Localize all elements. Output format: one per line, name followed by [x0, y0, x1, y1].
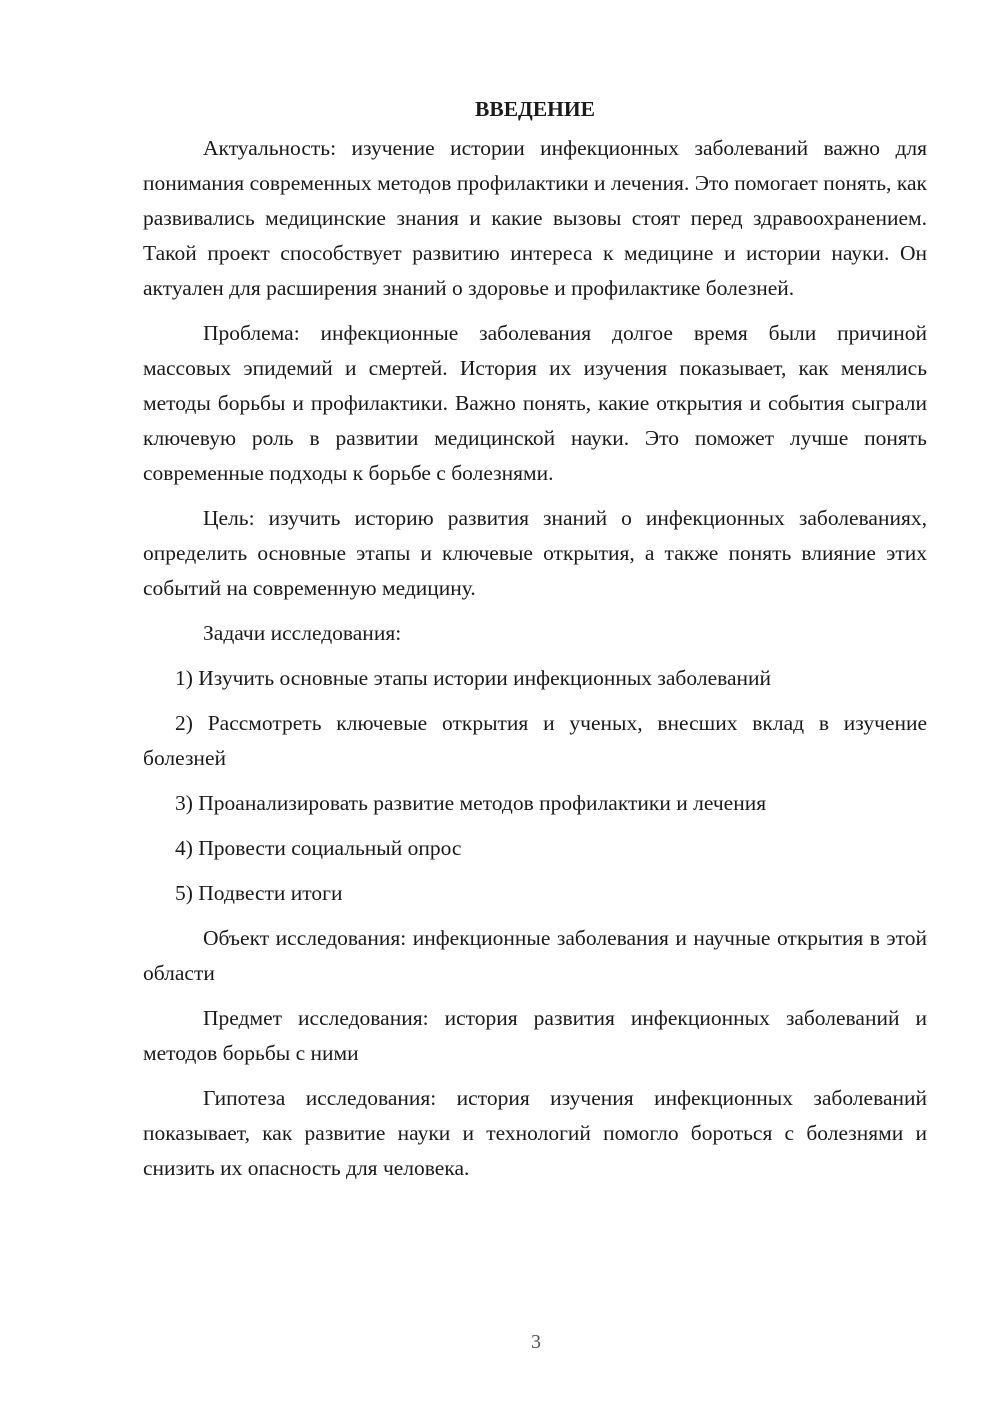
section-title: ВВЕДЕНИЕ	[475, 97, 595, 121]
hypothesis-paragraph: Гипотеза исследования: история изучения инфекционных заболеваний показывает, как развитие науки и технологий помогло бороться с болезнями и снизить их опасность для человека.	[143, 1086, 927, 1180]
relevance-paragraph: Актуальность: изучение истории инфекционных заболеваний важно для понимания современных методов профилактики и лечения. Это помогает понять, как развивались медицинские знания и какие вызовы стоят перед здравоохранением. Такой проект способствует развитию интереса к медицине и истории науки. Он актуален для расширения знаний о здоровье и профилактике болезней.	[143, 136, 927, 300]
task-item-4: 4) Провести социальный опрос	[175, 836, 462, 860]
task-item-5: 5) Подвести итоги	[175, 881, 343, 905]
task-item-3: 3) Проанализировать развитие методов профилактики и лечения	[175, 791, 767, 815]
page-content	[143, 92, 927, 1186]
goal-paragraph: Цель: изучить историю развития знаний о инфекционных заболеваниях, определить основные этапы и ключевые открытия, а также понять влияние этих событий на современную медицину.	[143, 506, 927, 600]
object-paragraph: Объект исследования: инфекционные заболевания и научные открытия в этой области	[143, 926, 927, 985]
subject-paragraph: Предмет исследования: история развития инфекционных заболеваний и методов борьбы с ними	[143, 1006, 927, 1065]
task-item-1: 1) Изучить основные этапы истории инфекционных заболеваний	[175, 666, 772, 690]
tasks-heading: Задачи исследования:	[203, 621, 402, 645]
task-item-2: 2) Рассмотреть ключевые открытия и ученых, внесших вклад в изучение болезней	[143, 711, 927, 770]
problem-paragraph: Проблема: инфекционные заболевания долгое время были причиной массовых эпидемий и смертей. История их изучения показывает, как менялись методы борьбы и профилактики. Важно понять, какие открытия и события сыграли ключевую роль в развитии медицинской науки. Это поможет лучше понять современные подходы к борьбе с болезнями.	[143, 321, 927, 485]
page-number: 3	[531, 1331, 541, 1353]
